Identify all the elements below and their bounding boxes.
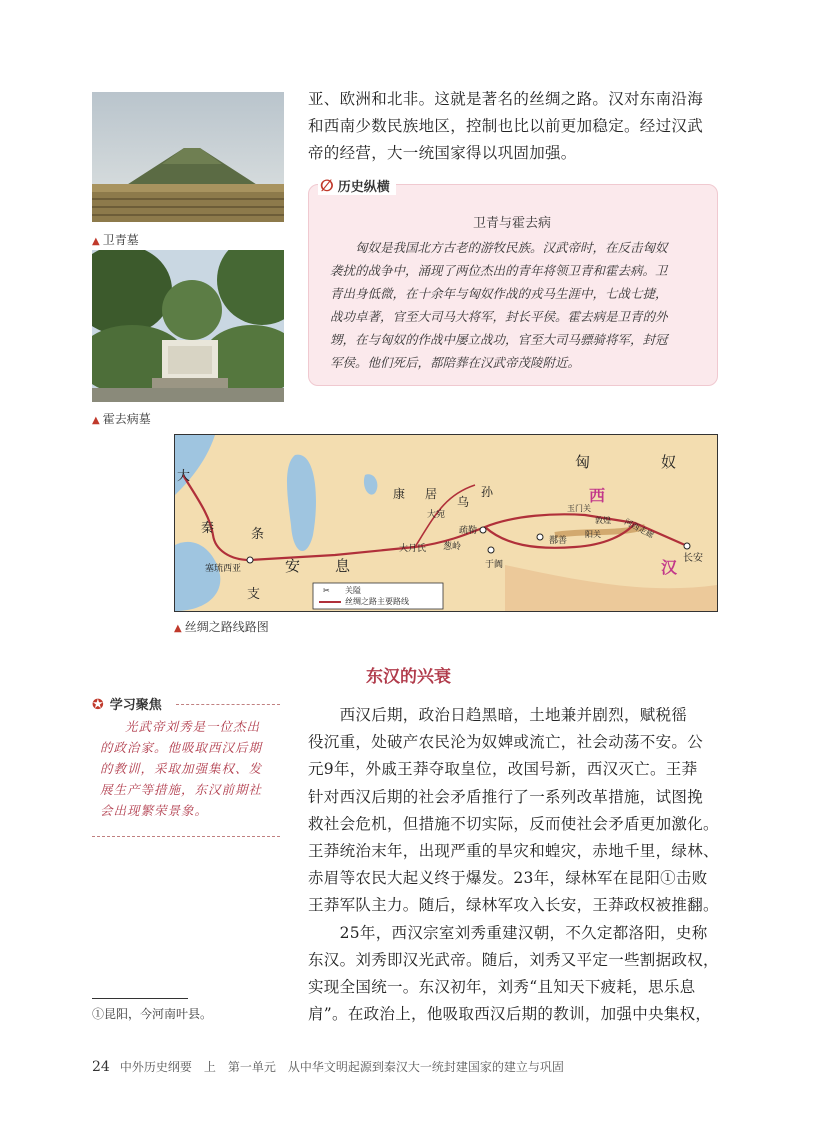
history-box-title: 卫青与霍去病 — [472, 216, 551, 231]
sidebar-line: 会出现繁荣景象。 — [100, 803, 209, 818]
triangle-icon: ▲ — [92, 236, 100, 247]
legend-route-label: 丝绸之路主要路线 — [345, 597, 409, 606]
main-line: 元9年，外戚王莽夺取皇位，改国号新，西汉灭亡。王莽 — [308, 760, 698, 779]
label-han: 汉 — [661, 558, 678, 577]
history-line: 青出身低微，在十余年与匈奴作战的戎马生涯中，七战七捷， — [330, 286, 668, 301]
intro-line: 和西南少数民族地区，控制也比以前更加稳定。经过汉武 — [308, 117, 704, 135]
sidebar-body — [100, 716, 280, 821]
label-tiao: 条 — [251, 527, 265, 542]
sidebar-divider — [176, 704, 280, 705]
label-anxi-2: 息 — [335, 557, 351, 575]
label-xiongnu-1: 匈 — [575, 453, 591, 471]
label-sun: 孙 — [481, 485, 494, 499]
photo-weiqing-tomb — [92, 92, 284, 222]
label-congling: 葱岭 — [443, 542, 462, 552]
photo-caption-huoqubing: ▲ 霍去病墓 — [92, 412, 151, 426]
history-line: 袭扰的战争中，涌现了两位杰出的青年将领卫青和霍去病。卫 — [330, 263, 668, 278]
history-line: 匈奴是我国北方古老的游牧民族。汉武帝时，在反击匈奴 — [355, 240, 668, 255]
label-yutian: 于阗 — [485, 560, 504, 570]
label-seleucia: 塞琉西亚 — [205, 564, 242, 574]
sidebar-end-divider — [92, 836, 280, 837]
silk-road-map — [174, 434, 718, 612]
legend-pass-label: 关隘 — [345, 586, 361, 595]
section-title: 东汉的兴衰 — [366, 667, 451, 687]
sidebar-line: 光武帝刘秀是一位杰出 — [125, 719, 261, 734]
photo-huoqubing-tomb — [92, 250, 284, 402]
label-hexi: 河西走廊 — [622, 517, 656, 540]
label-changan: 长安 — [683, 553, 703, 564]
label-dawan: 大宛 — [427, 510, 446, 520]
main-line: 王莽统治末年，出现严重的旱灾和蝗灾，赤地千里，绿林、 — [308, 842, 719, 861]
main-line: 实现全国统一。东汉初年，刘秀“且知天下疲耗，思乐息 — [308, 978, 696, 997]
city-congling — [480, 527, 486, 533]
label-anxi-1: 安 — [285, 557, 301, 575]
main-paragraphs — [308, 702, 738, 1028]
history-box-body — [330, 236, 700, 374]
main-line: 赤眉等农民大起义终于爆发。23年，绿林军在昆阳①击败 — [308, 869, 708, 888]
sidebar-header: ✪ 学习聚焦 — [92, 697, 162, 713]
footnote-divider — [92, 998, 188, 999]
label-xi: 西 — [589, 486, 606, 505]
city-seleucia — [247, 557, 253, 563]
legend-pass-icon: ✂ — [323, 586, 330, 595]
triangle-icon: ▲ — [92, 415, 100, 426]
history-line: 战功卓著，官至大司马大将军，封长平侯。霍去病是卫青的外 — [330, 309, 668, 324]
main-line: 救社会危机，但措施不切实际，反而使社会矛盾更加激化。 — [308, 814, 719, 833]
main-line: 25年，西汉宗室刘秀重建汉朝，不久定都洛阳，史称 — [308, 923, 708, 942]
huoqubing-tomb-image — [92, 250, 284, 402]
label-qin: 秦 — [201, 521, 215, 536]
label-shanshan: 鄯善 — [549, 536, 568, 546]
focus-icon: ✪ — [92, 697, 104, 713]
main-line: 西汉后期，政治日趋黑暗，土地兼并剧烈，赋税徭 — [308, 706, 688, 724]
intro-line: 帝的经营，大一统国家得以巩固加强。 — [308, 144, 577, 162]
main-line: 王莽军队主力。随后，绿林军攻入长安，王莽政权被推翻。 — [308, 896, 719, 915]
intro-line: 亚、欧洲和北非。这就是著名的丝绸之路。汉对东南沿海 — [308, 90, 704, 108]
sidebar-line: 的教训，采取加强集权、发 — [100, 761, 263, 776]
map-caption: ▲ 丝绸之路线路图 — [174, 620, 269, 634]
label-kang: 康 — [393, 487, 406, 501]
label-ju: 居 — [425, 487, 438, 501]
label-da: 大 — [177, 469, 191, 484]
main-line: 针对西汉后期的社会矛盾推行了一系列改革措施，试图挽 — [308, 787, 704, 806]
label-yangguan: 阳关 — [585, 530, 601, 539]
city-yutian — [488, 547, 494, 553]
history-icon: ∅ — [320, 176, 334, 195]
footnote: ①昆阳，今河南叶县。 — [92, 1007, 213, 1021]
main-line: 役沉重，处破产农民沦为奴婢或流亡，社会动荡不安。公 — [308, 733, 704, 752]
intro-paragraph — [308, 86, 728, 167]
label-xiongnu-2: 奴 — [661, 453, 677, 471]
page-footer — [92, 1058, 564, 1075]
history-line: 甥，在与匈奴的作战中屡立战功，官至大司马骠骑将军，封冠 — [330, 332, 668, 347]
sidebar-line: 的政治家。他吸取西汉后期 — [100, 740, 263, 755]
main-line: 东汉。刘秀即汉光武帝。随后，刘秀又平定一些割据政权， — [308, 950, 719, 969]
history-box-header: ∅ 历史纵横 — [318, 176, 396, 195]
label-zhi: 支 — [247, 587, 261, 602]
main-line: 肩”。在政治上，他吸取西汉后期的教训，加强中央集权， — [308, 1005, 712, 1024]
footer-text: 中外历史纲要 上 第一单元 从中华文明起源到秦汉大一统封建国家的建立与巩固 — [119, 1060, 564, 1074]
label-yumenguan: 玉门关 — [567, 504, 591, 513]
weiqing-tomb-image — [92, 92, 284, 222]
triangle-icon: ▲ — [174, 623, 182, 634]
page-number: 24 — [92, 1059, 110, 1075]
label-dunhuang: 敦煌 — [595, 516, 611, 525]
label-dayueshi: 大月氏 — [399, 544, 427, 554]
city-shanshan — [537, 534, 543, 540]
label-shule: 疏勒 — [459, 526, 478, 536]
sidebar-line: 展生产等措施，东汉前期社 — [100, 782, 263, 797]
label-wu: 乌 — [457, 495, 470, 509]
photo-caption-weiqing: ▲ 卫青墓 — [92, 233, 139, 247]
history-line: 军侯。他们死后，都陪葬在汉武帝茂陵附近。 — [330, 355, 581, 370]
